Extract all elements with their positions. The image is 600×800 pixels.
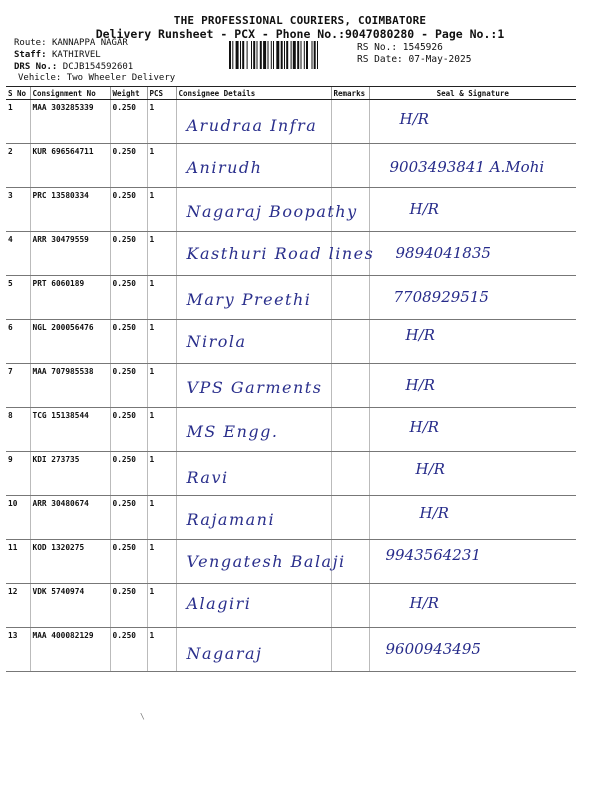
cell-sno: 6: [6, 320, 30, 364]
cell-pcs: 1: [147, 232, 176, 276]
staff-label: Staff:: [14, 50, 47, 60]
route-label: Route:: [14, 38, 47, 48]
cell-sno: 7: [6, 364, 30, 408]
cell-seal-signature: [369, 276, 576, 320]
staff-line: [14, 50, 101, 61]
cell-sno: 13: [6, 628, 30, 672]
handwritten-consignee-name: Nirola: [186, 332, 247, 351]
route-value: KANNAPPA NAGAR: [51, 38, 128, 48]
vehicle-label: Vehicle:: [18, 73, 62, 83]
cell-weight: 0.250: [110, 188, 147, 232]
cell-consignee-details: [176, 540, 346, 584]
cell-remarks: [331, 320, 369, 364]
cell-sno: 10: [6, 496, 30, 540]
runsheet-table: [6, 86, 576, 672]
cell-weight: 0.250: [110, 496, 147, 540]
runsheet-subtitle: Delivery Runsheet - PCX - Phone No.:9047080280 - Page No.:1: [95, 27, 505, 41]
cell-consignee-details: [176, 100, 331, 144]
cell-weight: 0.250: [110, 320, 147, 364]
handwritten-consignee-name: VPS Garments: [186, 378, 323, 397]
cell-pcs: 1: [147, 452, 176, 496]
cell-sno: 3: [6, 188, 30, 232]
table-row: [6, 496, 576, 540]
handwritten-signature: H/R: [409, 200, 439, 218]
route-line: [14, 38, 128, 49]
table-row: [6, 628, 576, 672]
handwritten-signature: 9600943495: [385, 640, 481, 658]
cell-pcs: 1: [147, 584, 176, 628]
vehicle-value: Two Wheeler Delivery: [66, 73, 176, 83]
cell-remarks: [331, 364, 369, 408]
cell-weight: 0.250: [110, 364, 147, 408]
cell-pcs: 1: [147, 408, 176, 452]
cell-consignment-no: KDI 273735: [30, 452, 110, 496]
cell-weight: 0.250: [110, 144, 147, 188]
cell-consignee-details: [176, 408, 331, 452]
handwritten-signature: H/R: [419, 504, 449, 522]
table-row: [6, 276, 576, 320]
cell-seal-signature: [369, 188, 576, 232]
cell-consignee-details: [176, 496, 331, 540]
cell-seal-signature: [369, 320, 576, 364]
table-row: [6, 188, 576, 232]
header-weight: Weight: [110, 87, 147, 100]
cell-sno: 9: [6, 452, 30, 496]
cell-sno: 11: [6, 540, 30, 584]
cell-remarks: [331, 496, 369, 540]
cell-consignment-no: PRC 13580334: [30, 188, 110, 232]
cell-consignee-details: [176, 364, 331, 408]
cell-consignee-details: [176, 232, 375, 276]
handwritten-consignee-name: Mary Preethi: [186, 290, 312, 309]
cell-consignment-no: KUR 696564711: [30, 144, 110, 188]
scan-mark: \: [140, 712, 145, 721]
handwritten-consignee-name: Ravi: [186, 468, 229, 487]
cell-pcs: 1: [147, 188, 176, 232]
cell-weight: 0.250: [110, 540, 147, 584]
header-seal-signature: Seal & Signature: [369, 87, 576, 100]
cell-remarks: [331, 628, 369, 672]
table-row: [6, 100, 576, 144]
table-row: [6, 232, 576, 276]
handwritten-consignee-name: Anirudh: [186, 158, 263, 177]
cell-consignee-details: [176, 628, 331, 672]
drs-line: [14, 62, 133, 73]
header-pcs: PCS: [147, 87, 176, 100]
table-row: [6, 144, 576, 188]
cell-consignment-no: VDK 5740974: [30, 584, 110, 628]
cell-sno: 2: [6, 144, 30, 188]
cell-seal-signature: [369, 144, 576, 188]
header-consignee-details: Consignee Details: [176, 87, 331, 100]
cell-consignment-no: ARR 30479559: [30, 232, 110, 276]
header-remarks: Remarks: [331, 87, 369, 100]
handwritten-signature: H/R: [399, 110, 429, 128]
table-row: [6, 364, 576, 408]
cell-pcs: 1: [147, 276, 176, 320]
handwritten-consignee-name: Alagiri: [186, 594, 252, 613]
rs-date-label: RS Date:: [357, 54, 403, 65]
cell-sno: 12: [6, 584, 30, 628]
vehicle-line: [18, 73, 175, 84]
cell-seal-signature: [369, 584, 576, 628]
cell-consignee-details: [176, 584, 331, 628]
cell-pcs: 1: [147, 320, 176, 364]
cell-weight: 0.250: [110, 408, 147, 452]
cell-weight: 0.250: [110, 584, 147, 628]
cell-weight: 0.250: [110, 100, 147, 144]
handwritten-signature: H/R: [415, 460, 445, 478]
staff-value: KATHIRVEL: [51, 50, 101, 60]
cell-seal-signature: [369, 540, 576, 584]
cell-pcs: 1: [147, 540, 176, 584]
cell-seal-signature: [369, 452, 576, 496]
cell-weight: 0.250: [110, 452, 147, 496]
cell-seal-signature: [369, 408, 576, 452]
rs-no-value: 1545926: [402, 42, 443, 53]
header-consignment-no: Consignment No: [30, 87, 110, 100]
cell-sno: 5: [6, 276, 30, 320]
handwritten-consignee-name: Kasthuri Road lines: [186, 244, 375, 263]
handwritten-signature: 7708929515: [393, 288, 489, 306]
handwritten-signature: 9894041835: [395, 244, 491, 262]
handwritten-consignee-name: Arudraa Infra: [186, 116, 318, 135]
cell-consignee-details: [176, 320, 331, 364]
handwritten-signature: H/R: [409, 594, 439, 612]
cell-seal-signature: [369, 496, 576, 540]
drs-label: DRS No.:: [14, 62, 58, 72]
handwritten-signature: H/R: [405, 326, 435, 344]
cell-seal-signature: [369, 232, 576, 276]
cell-consignment-no: KOD 1320275: [30, 540, 110, 584]
handwritten-signature: 9003493841 A.Mohi: [389, 158, 545, 176]
barcode-image: [228, 41, 352, 69]
rs-no-line: [357, 42, 443, 53]
cell-remarks: [331, 408, 369, 452]
table-row: [6, 408, 576, 452]
cell-pcs: 1: [147, 496, 176, 540]
handwritten-consignee-name: MS Engg.: [186, 422, 279, 441]
cell-pcs: 1: [147, 144, 176, 188]
cell-sno: 4: [6, 232, 30, 276]
cell-weight: 0.250: [110, 232, 147, 276]
cell-consignee-details: [176, 188, 358, 232]
cell-sno: 1: [6, 100, 30, 144]
rs-date-value: 07-May-2025: [408, 54, 472, 65]
cell-consignee-details: [176, 144, 331, 188]
rs-date-line: [357, 54, 471, 65]
rs-no-label: RS No.:: [357, 42, 398, 53]
cell-remarks: [331, 144, 369, 188]
cell-consignment-no: ARR 30480674: [30, 496, 110, 540]
cell-sno: 8: [6, 408, 30, 452]
table-row: [6, 540, 576, 584]
table-row: [6, 584, 576, 628]
handwritten-consignee-name: Nagaraj: [186, 644, 263, 663]
cell-seal-signature: [369, 628, 576, 672]
cell-weight: 0.250: [110, 628, 147, 672]
handwritten-signature: H/R: [409, 418, 439, 436]
cell-seal-signature: [369, 364, 576, 408]
handwritten-consignee-name: Nagaraj Boopathy: [186, 202, 358, 221]
table-row: [6, 452, 576, 496]
cell-consignee-details: [176, 452, 331, 496]
cell-consignment-no: NGL 200056476: [30, 320, 110, 364]
cell-consignment-no: TCG 15138544: [30, 408, 110, 452]
cell-remarks: [331, 100, 369, 144]
cell-pcs: 1: [147, 364, 176, 408]
cell-consignment-no: PRT 6060189: [30, 276, 110, 320]
cell-weight: 0.250: [110, 276, 147, 320]
cell-consignment-no: MAA 400082129: [30, 628, 110, 672]
company-title: THE PROFESSIONAL COURIERS, COIMBATORE: [173, 14, 427, 27]
cell-seal-signature: [369, 100, 576, 144]
cell-remarks: [331, 276, 369, 320]
table-row: [6, 320, 576, 364]
cell-pcs: 1: [147, 628, 176, 672]
handwritten-signature: 9943564231: [385, 546, 481, 564]
cell-pcs: 1: [147, 100, 176, 144]
cell-consignee-details: [176, 276, 331, 320]
cell-consignment-no: MAA 303285339: [30, 100, 110, 144]
drs-value: DCJB154592601: [62, 62, 134, 72]
handwritten-signature: H/R: [405, 376, 435, 394]
handwritten-consignee-name: Rajamani: [186, 510, 276, 529]
cell-remarks: [331, 452, 369, 496]
table-header-row: [6, 87, 576, 100]
handwritten-consignee-name: Vengatesh Balaji: [186, 552, 346, 571]
header-sno: S No: [6, 87, 30, 100]
cell-remarks: [331, 584, 369, 628]
cell-consignment-no: MAA 707985538: [30, 364, 110, 408]
